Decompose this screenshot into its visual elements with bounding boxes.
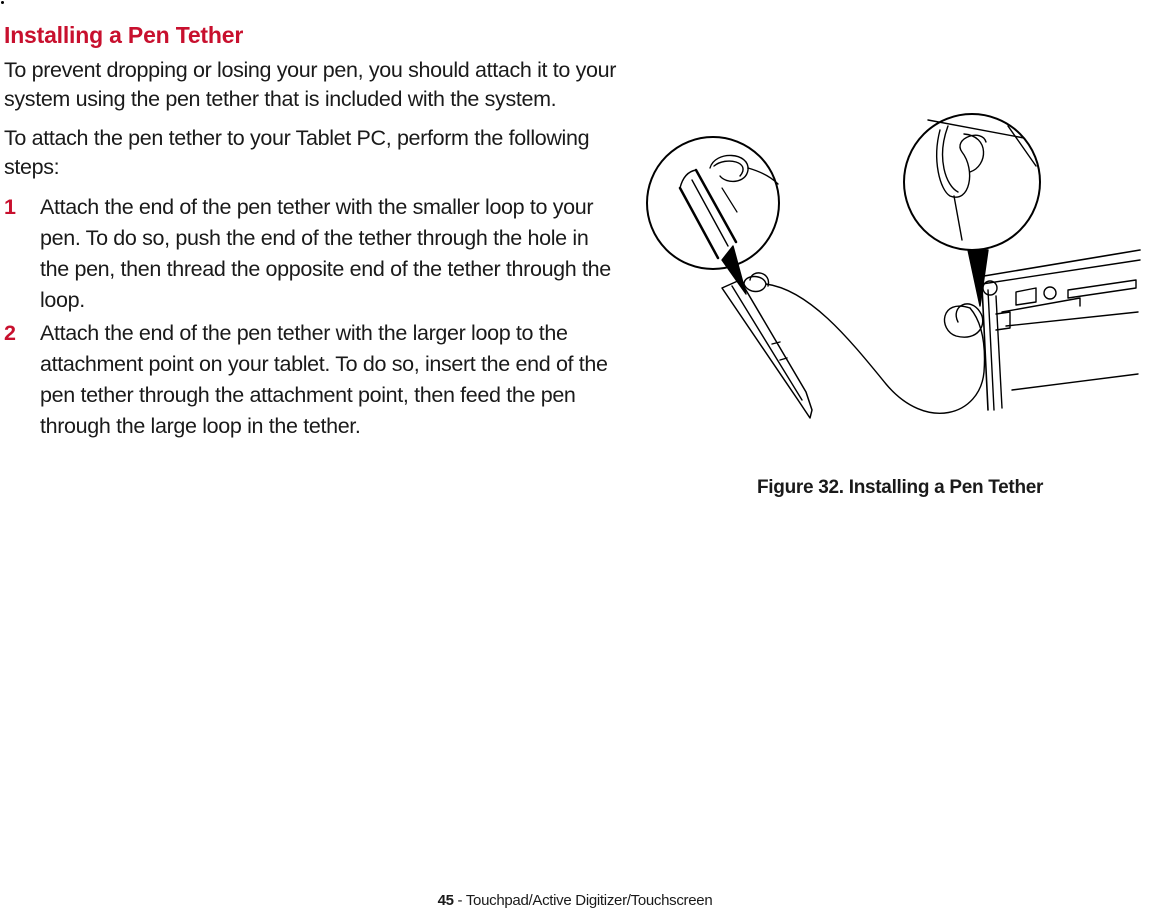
- page-footer: [0, 892, 1150, 909]
- pen-drawing: [722, 273, 812, 418]
- attachment-loop-detail-callout: [904, 114, 1040, 306]
- step-text: Attach the end of the pen tether with the smaller loop to your pen. To do so, push the end of the tether through the hole in the pen, then thread the opposite end of the tether through the loop.: [40, 195, 611, 312]
- figure-caption: Figure 32. Installing a Pen Tether: [757, 477, 1044, 498]
- step-item: [4, 192, 622, 316]
- footer-section: - Touchpad/Active Digitizer/Touchscreen: [453, 892, 713, 909]
- steps-list: [4, 192, 622, 442]
- section-heading: Installing a Pen Tether: [4, 22, 244, 48]
- step-item: [4, 318, 622, 442]
- intro-paragraph-1: To prevent dropping or losing your pen, you should attach it to your system using the pen tether that is included with the system.: [4, 58, 617, 111]
- pen-loop-detail-callout: [647, 137, 779, 294]
- pen-tether-illustration: [640, 100, 1150, 430]
- step-number: 2: [4, 321, 16, 345]
- intro-paragraph-2: To attach the pen tether to your Tablet PC, perform the following steps:: [4, 126, 590, 179]
- step-text: Attach the end of the pen tether with the larger loop to the attachment point on your tablet. To do so, insert the end of the pen tether through the attachment point, then feed the pen through the large loop in the tether.: [40, 321, 608, 438]
- page-number: 45: [437, 892, 454, 909]
- corner-mark: [1, 1, 4, 4]
- tablet-edge-drawing: [982, 250, 1140, 410]
- step-number: 1: [4, 195, 16, 219]
- body-text: [4, 56, 622, 444]
- tether-large-loop: [944, 304, 982, 337]
